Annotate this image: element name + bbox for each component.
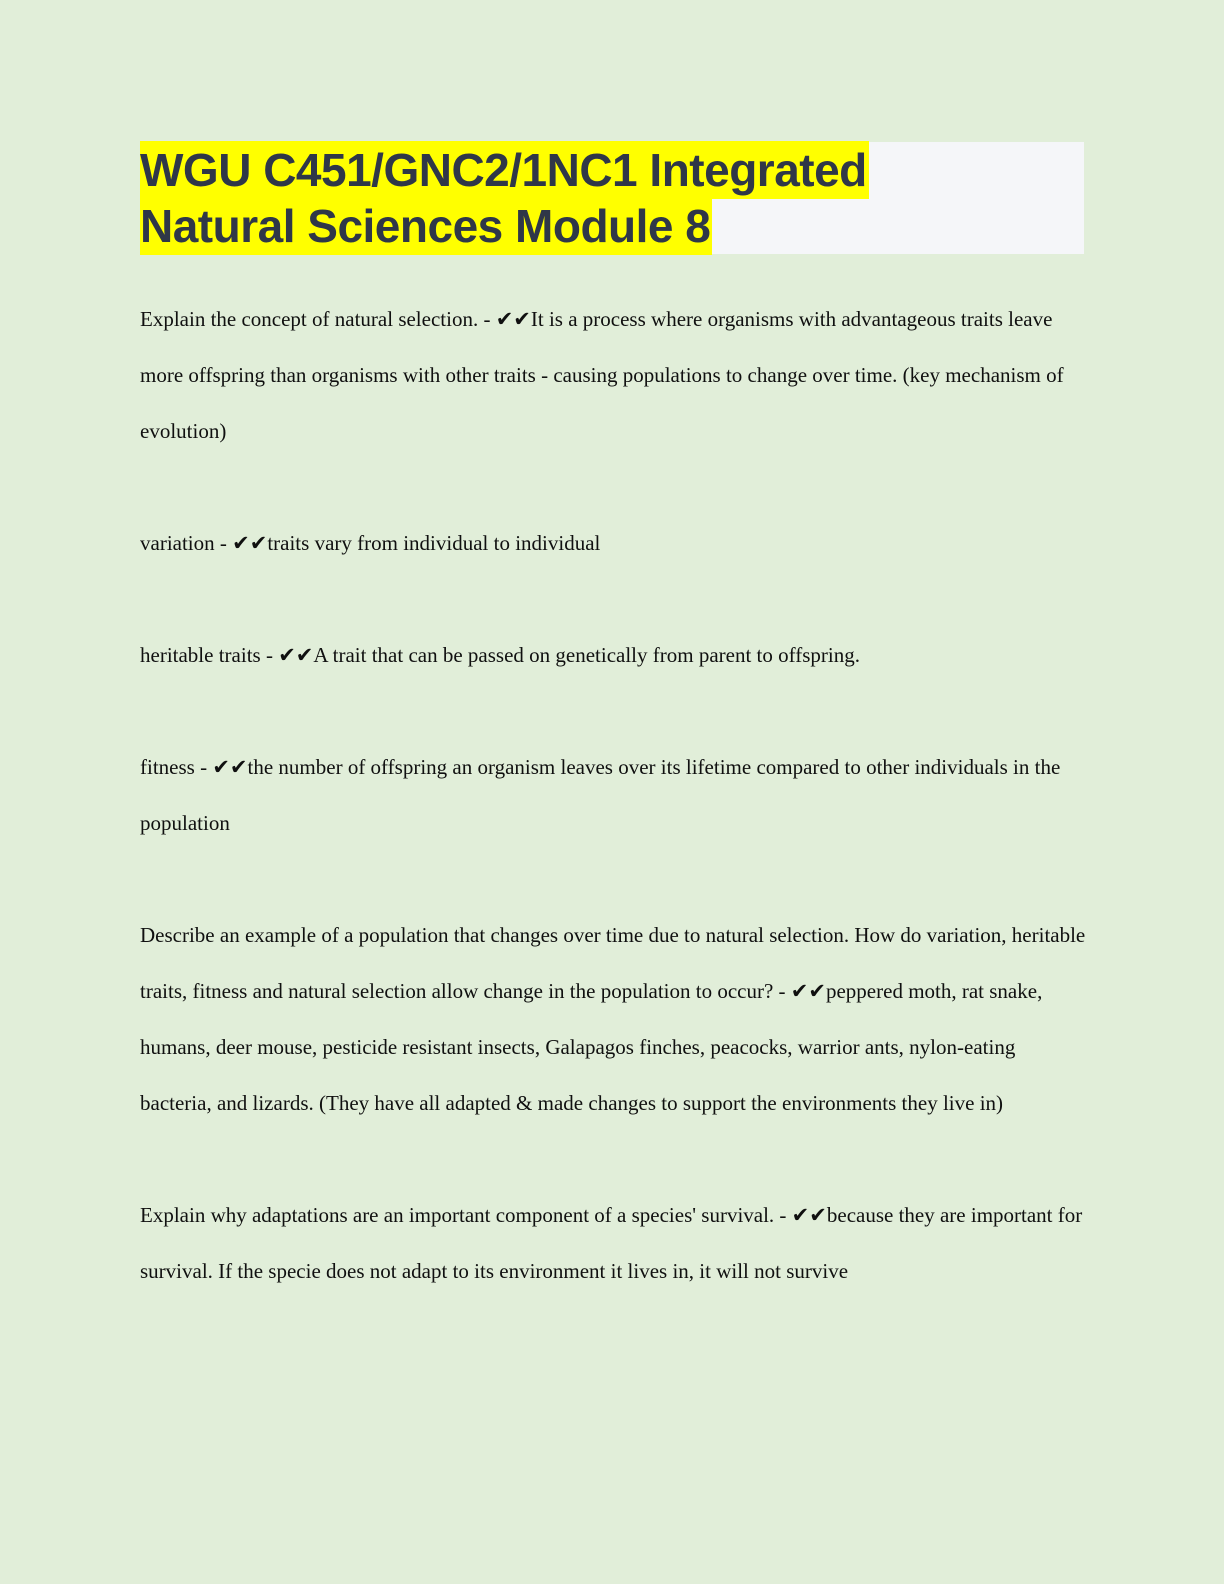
qa-item-variation: variation - ✔✔traits vary from individual to individual (140, 531, 601, 555)
qa-item-population-change-example: Describe an example of a population that changes over time due to natural selection. How do variation, heritable traits, fitness and natural selection allow change in the population to occur? - ✔✔peppered moth, rat snake, humans, deer mouse, pesticide resistant insects, Galapagos finches, peacocks, warrior ants, nylon-eating bacteria, and lizards. (They have all adapted & made changes to support the environments they live in) (140, 923, 1086, 1115)
page-title (140, 142, 1084, 254)
qa-item-adaptations-survival: Explain why adaptations are an important component of a species' survival. - ✔✔because they are important for survival. If the specie does not adapt to its environment it lives in, it will not survive (140, 1203, 1083, 1283)
title-line-2: Natural Sciences Module 8 (140, 200, 711, 252)
title-block (140, 142, 1084, 254)
qa-item-heritable-traits: heritable traits - ✔✔A trait that can be passed on genetically from parent to offspring. (140, 643, 860, 667)
qa-item-natural-selection: Explain the concept of natural selection. - ✔✔It is a process where organisms with advantageous traits leave more offspring than organisms with other traits - causing populations to change over time. (key mechanism of evolution) (140, 307, 1064, 443)
qa-list (140, 291, 1086, 1299)
title-line-1: WGU C451/GNC2/1NC1 Integrated (140, 144, 867, 196)
title-highlight (140, 141, 869, 255)
qa-item-fitness: fitness - ✔✔the number of offspring an organism leaves over its lifetime compared to other individuals in the population (140, 755, 1061, 835)
